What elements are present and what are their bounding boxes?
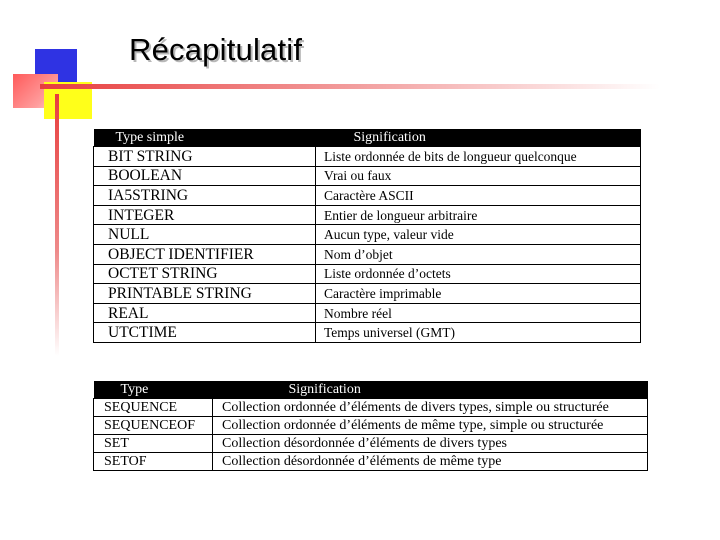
type-cell: OCTET STRING <box>94 264 316 284</box>
table-header-row <box>94 129 641 147</box>
meaning-cell: Collection ordonnée d’éléments de même type, simple ou structurée <box>213 417 648 435</box>
decorative-horizontal-line <box>40 84 660 89</box>
meaning-cell: Caractère ASCII <box>316 186 641 206</box>
type-cell: SEQUENCE <box>94 399 213 417</box>
constructed-types-table <box>93 381 648 471</box>
type-cell: PRINTABLE STRING <box>94 284 316 304</box>
table-row <box>94 399 648 417</box>
slide-title: Récapitulatif <box>129 32 303 67</box>
meaning-cell: Vrai ou faux <box>316 166 641 186</box>
meaning-cell: Aucun type, valeur vide <box>316 225 641 245</box>
type-cell: SEQUENCEOF <box>94 417 213 435</box>
table-row <box>94 417 648 435</box>
type-cell: BOOLEAN <box>94 166 316 186</box>
table-row <box>94 186 641 206</box>
table-row <box>94 453 648 471</box>
meaning-cell: Entier de longueur arbitraire <box>316 205 641 225</box>
table-row <box>94 284 641 304</box>
type-cell: IA5STRING <box>94 186 316 206</box>
type-cell: OBJECT IDENTIFIER <box>94 244 316 264</box>
meaning-cell: Temps universel (GMT) <box>316 323 641 343</box>
table-header-row <box>94 381 648 399</box>
meaning-cell: Collection désordonnée d’éléments de divers types <box>213 435 648 453</box>
meaning-cell: Collection ordonnée d’éléments de divers types, simple ou structurée <box>213 399 648 417</box>
simple-types-table <box>93 129 641 343</box>
meaning-cell: Nombre réel <box>316 303 641 323</box>
table-row <box>94 225 641 245</box>
type-cell: REAL <box>94 303 316 323</box>
meaning-cell: Liste ordonnée de bits de longueur quelconque <box>316 147 641 167</box>
column-header-type: Type <box>94 381 213 399</box>
type-cell: INTEGER <box>94 205 316 225</box>
column-header-type: Type simple <box>94 129 316 147</box>
meaning-cell: Collection désordonnée d’éléments de même type <box>213 453 648 471</box>
table-row <box>94 303 641 323</box>
table-row <box>94 435 648 453</box>
decorative-vertical-line <box>55 94 59 356</box>
table-row <box>94 147 641 167</box>
table-row <box>94 244 641 264</box>
type-cell: UTCTIME <box>94 323 316 343</box>
table-row <box>94 166 641 186</box>
table-row <box>94 323 641 343</box>
column-header-meaning: Signification <box>316 129 641 147</box>
type-cell: NULL <box>94 225 316 245</box>
column-header-meaning: Signification <box>213 381 648 399</box>
meaning-cell: Nom d’objet <box>316 244 641 264</box>
type-cell: SETOF <box>94 453 213 471</box>
type-cell: BIT STRING <box>94 147 316 167</box>
type-cell: SET <box>94 435 213 453</box>
meaning-cell: Caractère imprimable <box>316 284 641 304</box>
table-row <box>94 205 641 225</box>
table-row <box>94 264 641 284</box>
meaning-cell: Liste ordonnée d’octets <box>316 264 641 284</box>
